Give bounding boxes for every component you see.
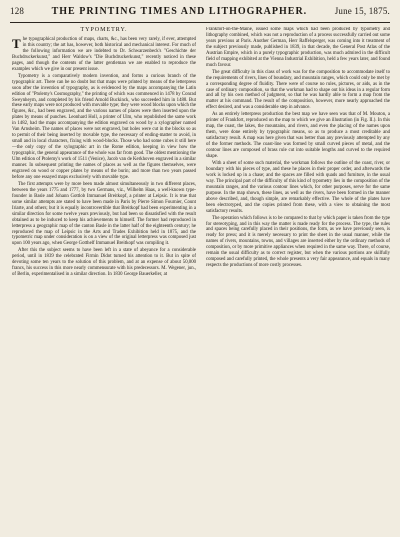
left-column xyxy=(12,27,196,532)
paragraph: As an entirely letterpress production the best map we have seen was that of M. Mouton, a printer of Frankfort, reproduced on the map to which we give an illustration (in Fig. II.). In this map, the coast, the lakes, the mountains, and rivers, and even the placing of the names upon them, were done entirely by typographic means, so as to produce a most creditable and satisfactory result. A map was here given that was better than any previously attempted by any of the former methods. The coast-line was formed by small curved pieces of metal, and the contour lines are composed of brass rule cut into suitable lengths and curved to the required shape. xyxy=(206,112,390,160)
publication-title: THE PRINTING TIMES AND LITHOGRAPHER. xyxy=(51,6,308,17)
paragraph: Typometry is a comparatively modern invention, and forms a curious branch of the typographic art. There can be no doubt but that maps were printed by means of the letterpress soon after the invention of typography, as is evidenced by the maps accompanying the Latin edition of "Ptolemy's Cosmography," the printing of which was commenced in 1478 by Conrad Sweynheym, and completed by his friend Arnold Buckinck, who succeeded him in 1488. But these early maps were not produced with movable type; they were wood blocks upon which the figures, &c., had been engraved, and the various names of places were then inserted upon the plates by means of punches. Leonhard Holl, a printer of Ulm, who republished the same work in 1482, had the maps accompanying the edition engraved on wood by a xylographer named Van Arnsheim. The names of places were not engraved, but holes were cut in the blocks so as to permit of their being inserted by movable type, the necessary of ending-matter to avoid, in small and in local characters, fixing with wood-blocks. Those who had some cubes it still here—the only copy of the xylographic art in the Rome edition, keeping in view how the typographic, the general appearance of the whole was far from good. The oldest mentioning the Ulm edition of Ptolemy's work of 1511 (Venice), Jacob van de Kerkhoven engraved in a similar manner. In subsequent printing the names of places as well as the figures themselves, were engraved on wood or copper plates by means of the burin; and more than two years passed before any one essayed maps exclusively with movable type. xyxy=(12,73,196,180)
paragraph: The operation which follows is to be compared to that by which paper is taken from the type for stereotyping, and in this way the matter is made ready for the process. The type, the rules and spaces being carefully placed in their positions, the form, as we have previously seen, is ready for press; and it is merely necessary to print the sheet in the usual manner, while the names of rivers, mountains, towns, and villages are inserted either by the ordinary methods of composition, or by more primitive appliances when required in the same way. There, of course, remain the usual difficulty as to correct register, but when the various portions are skilfully composed and carefully printed, the whole presents a very fair appearance, and equals in many respects the productions of more costly processes. xyxy=(206,215,390,269)
page-header xyxy=(10,6,390,23)
article-heading: TYPOMETRY. xyxy=(80,27,128,33)
paragraph: The great difficulty in this class of work was for the composition to accommodate itself to the requirements of rivers, lines of boundary, and mountain ranges, which could only be met by a corresponding degree of fluidity. There were of course no rules, pictures, or aids, as in the case of ordinary composition, so that the workman had to shape out his ideas in a regular form and all by his own method of judgment, so that he was hardly able to form a map from the matter at his command. The result of the composition, however, more nearly approached the effect desired, and was a considerable step in advance. xyxy=(206,69,390,111)
page-number: 128 xyxy=(10,6,25,16)
paragraph xyxy=(12,37,196,73)
paragraph-text: he typographical production of maps, charts, &c., has been very rarely, if ever, attempted in this country; the art has, however, both historical and mechanical interest. For much of the following information we are indebted to Dr. Schwarzenbeck's "Geschichte der Buchdruckerkunst," and Herr Waldow's "Die Buchdruckerkunst," recently noticed in these pages, and though the contents of the latter gentleman we are enabled to reproduce the examples which we give in our present issue. xyxy=(12,37,196,72)
right-column xyxy=(206,27,390,532)
paragraph: After this the subject seems to have been left in a state of abeyance for a considerable period, until in 1839 the celebrated Firmin Didot turned his attention to it. But in spite of devoting some ten years to the solution of this problem, and at an expense of about 50,000 francs, his success in this more nearly commensurate with his predecessors. M. Wegener, jun., of Berlin, experimentalised in a similar direction. In 1830 George Bauerkeller, at xyxy=(12,248,196,278)
paragraph: The first attempts were by more been made almost simultaneously in two different places, between the years 1775 and 1777, by two Germans, viz., Wilhelm Haas, a well-known type-founder in Basle and Johann Gottlob Immanuel Breitkopf, a printer at Leipsic. It is true that some similar attempts are stated to have been made in Paris by Pierre Simon Fournier, Count Iriarte, and others; but it is equally incontrovertible that Breitkopf had been experimenting in a similar direction for some twelve years previously, but had been so dissatisfied with the result obtained as to be induced to keep his achievements to himself. The former had reproduced in letterpress a geographic map of the canton Basle in the latter half of the eighteenth century; he reproduced the map of Leipsic in the Arts and Trades Exhibition held in 1875, and the typometric map under consideration is on a view of the original letterpress was composed just upon 100 years ago, when George Gotthelf Immanuel Breitkopf was compiling it. xyxy=(12,181,196,247)
issue-date: June 15, 1875. xyxy=(334,6,390,16)
paragraph: Frankfort-on-the-Maine, issued some maps which had been produced by typometry and lithography combined, which was not a reproduction of a process successfully carried out some years previous at Paris. Another German, Herr Raffelsperger, was coming into it treatment of the subject previously made, published in 1839, in that decade, the General Post Atlas of the Austrian Empire, which in a purely typographic production, was much admired in the difficult field of mapping exhibited at the Vienna Industrial Exhibition, held a few years later, and found much favour. xyxy=(206,27,390,68)
drop-cap: T xyxy=(12,36,21,51)
paragraph: With a sheet of some such material, the workman follows the outline of the coast, river, or boundary with his pieces of type, and these he places in their proper order, and afterwards the work is locked up in a chase; and the spaces are filled with quads and furniture, in the usual way. The principal part of the difficulty of this kind of typometry lies in the composition of the mountain ranges, and the various contour lines which, for other purposes, serve for the same purpose. In the map shown, these lines, as well as the rivers, have been formed in the manner above described, and, though simple, are remarkably effective. The whole of the plates have been electrotyped, and the copies printed from these, with a view to obtaining the most satisfactory results. xyxy=(206,160,390,214)
